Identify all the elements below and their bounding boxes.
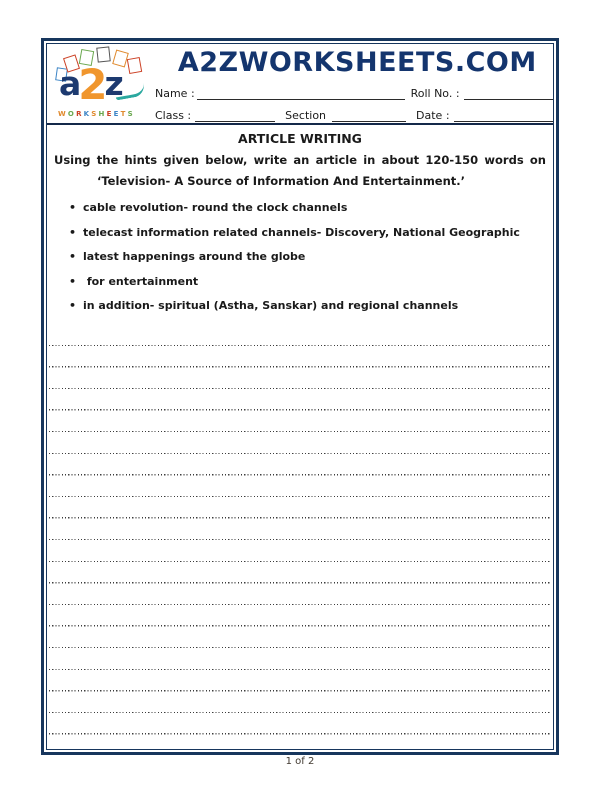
hint-item <box>47 299 553 324</box>
roll-field-line <box>464 88 554 100</box>
writing-line <box>49 411 551 433</box>
a2z-logo-icon <box>53 46 153 122</box>
writing-line <box>49 692 551 714</box>
writing-line <box>49 713 551 735</box>
hint-item <box>47 226 553 251</box>
page-inner-border <box>46 43 554 750</box>
writing-line <box>49 389 551 411</box>
writing-line <box>49 648 551 670</box>
class-label: Class : <box>155 109 192 122</box>
name-label: Name : <box>155 87 195 100</box>
logo-text: a2z <box>59 60 121 109</box>
writing-line <box>49 454 551 476</box>
page-border <box>41 38 559 755</box>
section-label: Section <box>285 109 327 122</box>
writing-area <box>49 325 551 735</box>
hints-list <box>47 201 553 324</box>
writing-line <box>49 670 551 692</box>
header-right <box>153 46 554 123</box>
instruction-line1: Using the hints given below, write an article in about 120-150 words on <box>54 153 546 167</box>
hint-item <box>47 275 553 300</box>
class-field-line <box>195 110 275 122</box>
site-title: A2ZWORKSHEETS.COM <box>177 47 537 78</box>
bullet-icon: • <box>69 299 77 312</box>
page-indicator: 1 of 2 <box>285 756 315 767</box>
paper-note-icon <box>127 57 142 74</box>
writing-line <box>49 562 551 584</box>
name-field-line <box>197 88 405 100</box>
writing-line <box>49 432 551 454</box>
name-roll-row <box>155 87 554 100</box>
class-section-date-row <box>155 109 554 122</box>
writing-line <box>49 325 551 347</box>
hint-text: cable revolution- round the clock channels <box>83 201 348 214</box>
writing-line <box>49 584 551 606</box>
bullet-icon: • <box>69 250 77 263</box>
writing-line <box>49 476 551 498</box>
writing-line <box>49 497 551 519</box>
hint-text: telecast information related channels- Discovery, National Geographic <box>83 225 520 239</box>
writing-line <box>49 627 551 649</box>
hint-text: for entertainment <box>83 274 199 288</box>
hint-text: latest happenings around the globe <box>83 250 306 263</box>
roll-label: Roll No. : <box>410 87 460 100</box>
date-field-line <box>454 110 554 122</box>
worksheet-title: ARTICLE WRITING <box>238 131 362 146</box>
hint-text: in addition- spiritual (Astha, Sanskar) and regional channels <box>83 299 459 312</box>
writing-line <box>49 368 551 390</box>
instruction-line2: ‘Television- A Source of Information And Entertainment.’ <box>97 174 466 188</box>
bullet-icon: • <box>69 201 77 214</box>
date-label: Date : <box>416 109 450 122</box>
writing-line <box>49 519 551 541</box>
hint-item <box>47 201 553 226</box>
header <box>47 44 553 125</box>
bullet-icon: • <box>69 225 77 239</box>
section-field-line <box>332 110 406 122</box>
hint-item <box>47 250 553 275</box>
writing-line <box>49 540 551 562</box>
writing-line <box>49 605 551 627</box>
logo-subtext: WORKSHEETS <box>58 110 135 118</box>
bullet-icon: • <box>69 274 77 288</box>
writing-line <box>49 346 551 368</box>
